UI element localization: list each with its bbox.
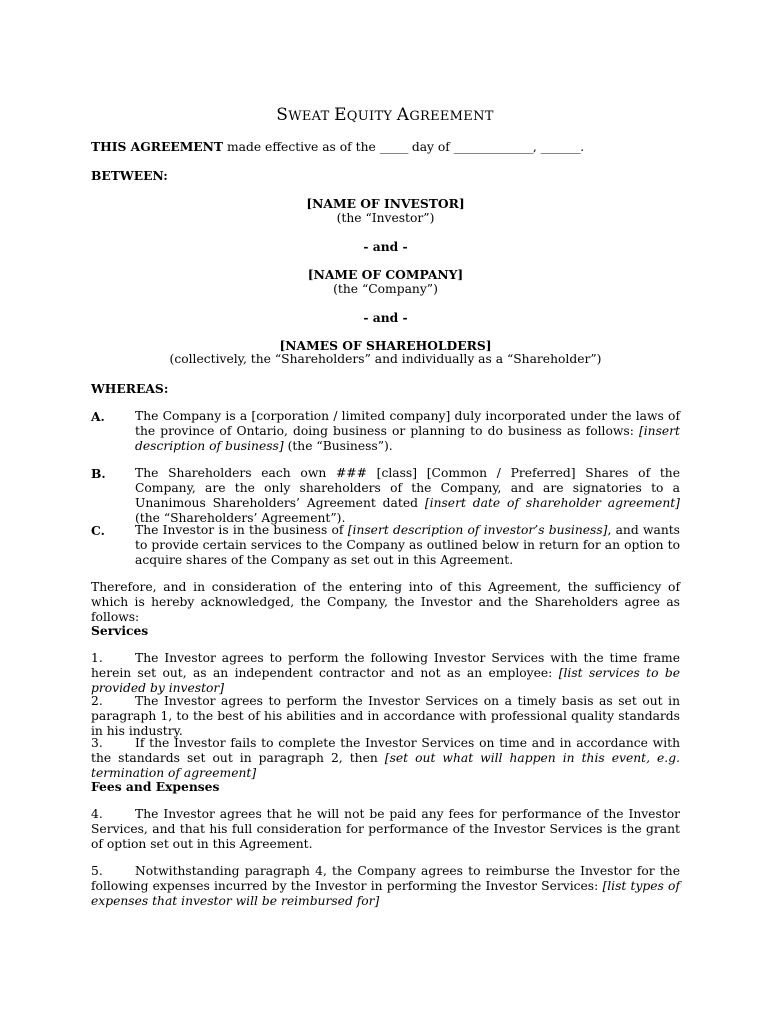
between-heading: BETWEEN:: [91, 168, 168, 183]
company-definition: (the “Company”): [333, 282, 438, 296]
paragraph-4: 4. The Investor agrees that he will not be paid any fees for performance of the Investor Services, and that his full consideration for performance of the Investor Services is the grant of option set out in this Agreement.: [91, 807, 680, 851]
investor-name: [NAME OF INVESTOR]: [306, 196, 465, 211]
shareholders-name: [NAMES OF SHAREHOLDERS]: [279, 338, 492, 353]
whereas-heading: WHEREAS:: [91, 381, 169, 396]
document-title: SWEAT EQUITY AGREEMENT: [276, 105, 494, 125]
therefore-clause: Therefore, and in consideration of the entering into of this Agreement, the sufficiency of which is hereby acknowledged, the Company, the Investor and the Shareholders agree as follows:: [91, 580, 680, 624]
paragraph-3: 3. If the Investor fails to complete the Investor Services on time and in accordance with the standards set out in paragraph 2, then [set out what will happen in this event, e.g. termination of agreement]: [91, 736, 680, 780]
recital-label: C.: [91, 523, 105, 538]
shareholders-definition: (collectively, the “Shareholders” and individually as a “Shareholder”): [169, 352, 602, 366]
recital-text: The Investor is in the business of [insert description of investor’s business], and wants to provide certain services to the Company as outlined below in return for an option to acquire shares of the Company as set out in this Agreement.: [135, 523, 680, 567]
investor-definition: (the “Investor”): [336, 211, 435, 225]
recital-label: A.: [91, 409, 105, 424]
recital-text: The Company is a [corporation / limited company] duly incorporated under the laws of the province of Ontario, doing business or planning to do business as follows: [insert description of business] (the “Business”).: [135, 409, 680, 453]
recital-c: [91, 523, 680, 568]
intro-line: THIS AGREEMENT made effective as of the _____ day of ______________, _______.: [91, 139, 585, 154]
paragraph-2: 2. The Investor agrees to perform the Investor Services on a timely basis as set out in paragraph 1, to the best of his abilities and in accordance with professional quality standards in his industry.: [91, 694, 680, 738]
fees-heading: Fees and Expenses: [91, 779, 220, 794]
services-heading: Services: [91, 623, 149, 638]
paragraph-5: 5. Notwithstanding paragraph 4, the Company agrees to reimburse the Investor for the following expenses incurred by the Investor in performing the Investor Services: [list types of expenses that investor will be reimbursed for]: [91, 864, 680, 908]
recital-text: The Shareholders each own ### [class] [Common / Preferred] Shares of the Company, are the only shareholders of the Company, and are signatories to a Unanimous Shareholders’ Agreement dated [insert date of shareholder agreement] (the “Shareholders’ Agreement”).: [135, 466, 680, 525]
company-name: [NAME OF COMPANY]: [307, 267, 464, 282]
recital-b: [91, 466, 680, 526]
recital-label: B.: [91, 466, 106, 481]
and-separator-2: - and -: [363, 310, 408, 325]
recital-a: [91, 409, 680, 454]
paragraph-1: 1. The Investor agrees to perform the following Investor Services with the time frame herein set out, as an independent contractor and not as an employee: [list services to be provided by investor]: [91, 651, 680, 695]
and-separator-1: - and -: [363, 239, 408, 254]
